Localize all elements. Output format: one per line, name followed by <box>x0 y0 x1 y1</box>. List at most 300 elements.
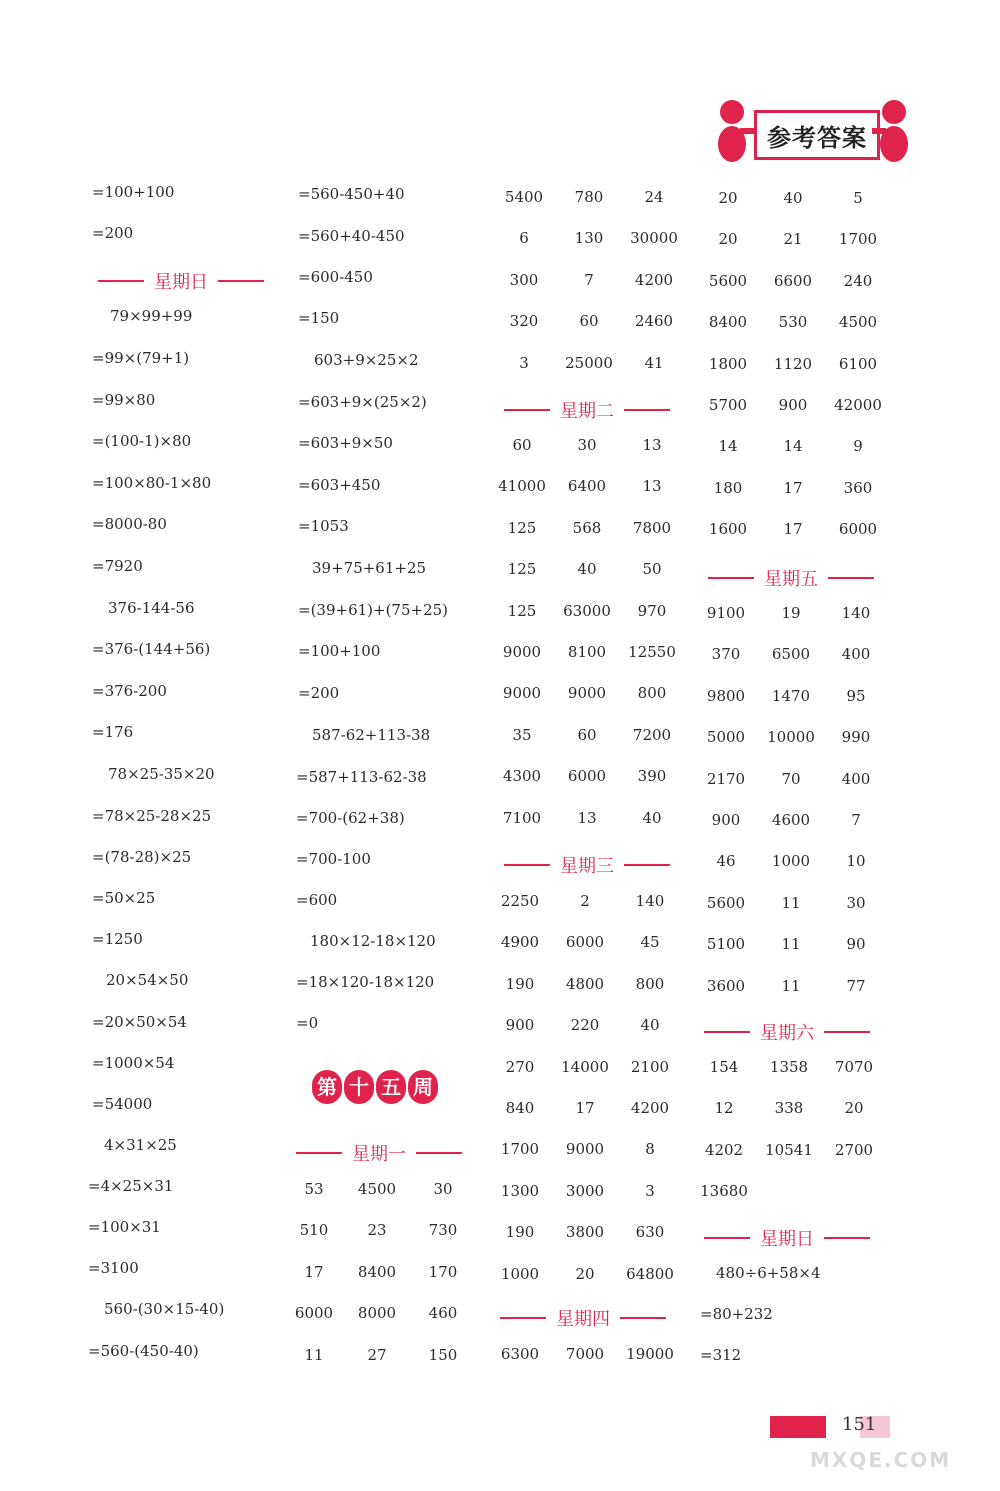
answer-row <box>488 975 682 993</box>
answer-cell: 140 <box>635 892 665 910</box>
answer-row <box>488 933 682 951</box>
answer-cell: 360 <box>843 478 873 497</box>
equation-line: =200 <box>92 224 134 242</box>
answer-cell: 40 <box>577 560 597 579</box>
equation-line: =1000×54 <box>92 1054 175 1072</box>
equation-line: =603+450 <box>298 476 381 494</box>
answer-cell: 17 <box>783 478 803 497</box>
heading-rule <box>624 864 670 866</box>
answer-cell: 4500 <box>838 313 878 332</box>
equation-line: 376-144-56 <box>108 599 195 617</box>
answer-cell: 40 <box>640 1016 660 1035</box>
answer-cell: 64800 <box>626 1264 674 1283</box>
equation-line: 79×99+99 <box>110 307 193 325</box>
answer-cell: 17 <box>575 1099 595 1117</box>
answer-row <box>286 1180 474 1198</box>
answer-row <box>696 520 890 538</box>
equation-line: =7920 <box>92 557 143 575</box>
answer-row <box>488 892 682 910</box>
answer-cell: 6300 <box>500 1345 540 1363</box>
answer-cell: 8100 <box>567 643 607 661</box>
equation-line: =603+9×50 <box>298 434 393 452</box>
answer-cell <box>822 1182 886 1200</box>
heading-rule <box>704 1237 750 1239</box>
weekday-heading <box>698 565 884 591</box>
answer-cell: 190 <box>505 1223 535 1242</box>
answer-cell: 30 <box>846 893 866 912</box>
answer-cell: 1700 <box>838 230 878 249</box>
answer-row <box>490 684 684 702</box>
heading-rule <box>504 409 550 411</box>
answer-cell: 90 <box>846 935 866 954</box>
answer-cell: 5100 <box>706 935 746 954</box>
answer-cell: 510 <box>299 1221 329 1240</box>
page-bar-left <box>770 1416 826 1438</box>
answer-cell: 1000 <box>771 852 811 871</box>
equation-line: =560-450+40 <box>298 185 405 203</box>
answer-cell: 9000 <box>502 643 542 661</box>
weekday-heading <box>286 1140 472 1166</box>
answer-row <box>696 313 890 331</box>
answer-cell: 70 <box>781 769 801 788</box>
equation-line: =376-(144+56) <box>92 640 211 658</box>
answer-cell: 35 <box>512 725 532 744</box>
week-char: 周 <box>408 1070 438 1104</box>
answer-row <box>696 355 890 373</box>
answer-row <box>488 1223 682 1241</box>
answer-cell: 8400 <box>357 1262 397 1281</box>
equation-line: =99×(79+1) <box>92 349 190 367</box>
equation-line: =600-450 <box>298 268 373 286</box>
answer-cell: 1600 <box>708 520 748 539</box>
answer-row <box>488 1099 682 1117</box>
answer-cell: 11 <box>781 935 801 954</box>
answer-cell: 10541 <box>765 1140 813 1159</box>
weekday-heading <box>490 1305 676 1331</box>
answer-row <box>696 396 890 414</box>
equation-line: =587+113-62-38 <box>296 768 427 786</box>
answer-row <box>694 894 888 912</box>
answer-cell: 2460 <box>634 312 674 331</box>
equation-line: =150 <box>298 309 340 327</box>
answer-cell: 7 <box>584 270 594 289</box>
weekday-label: 星期四 <box>556 1309 610 1330</box>
answer-cell: 10000 <box>767 728 815 747</box>
answer-cell: 60 <box>577 725 597 744</box>
answer-cell: 4900 <box>500 933 540 952</box>
answer-cell: 46 <box>716 852 736 871</box>
heading-rule <box>500 1317 546 1319</box>
answer-cell: 6000 <box>294 1304 334 1323</box>
answer-row <box>286 1263 474 1281</box>
answer-cell: 900 <box>711 811 741 829</box>
answer-cell: 6500 <box>771 645 811 664</box>
answer-cell: 7200 <box>632 725 672 744</box>
equation-line: =20×50×54 <box>92 1013 187 1031</box>
heading-rule <box>296 1152 342 1154</box>
equation-line: =312 <box>700 1346 742 1364</box>
answer-cell: 150 <box>428 1345 458 1364</box>
answer-cell: 190 <box>505 974 535 993</box>
answer-cell: 9100 <box>706 604 746 622</box>
answer-cell: 13 <box>642 436 662 454</box>
answer-cell: 630 <box>635 1223 665 1242</box>
answer-cell: 180 <box>713 478 743 497</box>
answer-row <box>694 687 888 705</box>
answer-cell: 2250 <box>500 892 540 910</box>
answer-cell: 30000 <box>630 229 678 248</box>
answer-cell: 4200 <box>634 270 674 289</box>
answer-row <box>492 188 686 206</box>
answer-row <box>696 479 890 497</box>
answer-cell: 1470 <box>771 686 811 705</box>
answer-cell: 13 <box>577 808 597 827</box>
answer-cell: 4200 <box>630 1099 670 1117</box>
answer-row <box>692 1182 886 1200</box>
answer-cell: 3 <box>645 1181 655 1200</box>
answer-cell: 840 <box>505 1099 535 1117</box>
equation-line: =176 <box>92 723 134 741</box>
heading-rule <box>824 1031 870 1033</box>
answer-row <box>492 271 686 289</box>
answer-row <box>490 560 684 578</box>
equation-line: =4×25×31 <box>88 1177 174 1195</box>
answer-cell: 7100 <box>502 808 542 827</box>
answer-cell: 900 <box>505 1016 535 1035</box>
header-banner <box>706 98 920 170</box>
answer-cell: 9000 <box>502 684 542 703</box>
answer-row <box>694 935 888 953</box>
answer-row <box>490 767 684 785</box>
equation-line: =99×80 <box>92 391 156 409</box>
answer-row <box>488 1182 682 1200</box>
answer-cell: 12 <box>714 1099 734 1118</box>
weekday-heading <box>494 852 680 878</box>
answer-cell: 17 <box>783 520 803 539</box>
watermark: MXQE.COM <box>810 1448 952 1472</box>
answer-cell: 63000 <box>563 601 611 620</box>
answer-cell: 30 <box>577 436 597 454</box>
answer-cell: 20 <box>718 189 738 207</box>
weekday-heading <box>694 1019 880 1045</box>
weekday-heading <box>494 397 680 423</box>
equation-line: =200 <box>298 684 340 702</box>
answer-row <box>286 1304 474 1322</box>
answer-cell: 125 <box>507 518 537 537</box>
answer-cell: 8400 <box>708 313 748 332</box>
answer-cell: 12550 <box>628 643 676 661</box>
equation-line: =3100 <box>88 1259 139 1277</box>
answer-cell: 300 <box>509 270 539 289</box>
answer-cell: 19000 <box>626 1345 674 1363</box>
answer-cell: 6600 <box>773 271 813 290</box>
answer-cell: 800 <box>637 684 667 703</box>
answer-cell: 77 <box>846 976 866 995</box>
answer-cell: 4202 <box>704 1140 744 1159</box>
answer-row <box>694 728 888 746</box>
answer-cell: 9000 <box>567 684 607 703</box>
weekday-heading <box>694 1225 880 1251</box>
answer-row <box>692 1141 886 1159</box>
answer-cell: 780 <box>574 188 604 206</box>
answer-cell: 1700 <box>500 1140 540 1159</box>
answer-cell: 125 <box>507 560 537 579</box>
answer-cell: 5400 <box>504 188 544 206</box>
answer-cell: 27 <box>367 1345 387 1364</box>
heading-rule <box>828 577 874 579</box>
equation-line: 180×12-18×120 <box>310 932 436 950</box>
equation-line: =1250 <box>92 930 143 948</box>
answer-row <box>490 436 684 454</box>
equation-line: =600 <box>296 891 338 909</box>
weekday-label: 星期六 <box>760 1023 814 1044</box>
answer-cell: 20 <box>718 230 738 249</box>
answer-row <box>694 811 888 829</box>
answer-row <box>490 602 684 620</box>
weekday-label: 星期日 <box>154 272 208 293</box>
equation-line: =100+100 <box>298 642 381 660</box>
answer-title: 参考答案 <box>754 110 880 160</box>
weekday-label: 星期五 <box>764 569 818 590</box>
weekday-label: 星期一 <box>352 1144 406 1165</box>
answer-row <box>492 229 686 247</box>
answer-cell: 6000 <box>838 520 878 539</box>
answer-cell: 60 <box>579 312 599 331</box>
equation-line: =78×25-28×25 <box>92 807 212 825</box>
equation-line: =100×31 <box>88 1218 161 1236</box>
answer-cell: 7 <box>851 811 861 829</box>
equation-line: 560-(30×15-40) <box>104 1300 225 1318</box>
answer-cell: 95 <box>846 686 866 705</box>
answer-cell: 20 <box>844 1099 864 1118</box>
equation-line: 587-62+113-38 <box>312 726 431 744</box>
answer-cell: 240 <box>843 271 873 290</box>
equation-line: =(78-28)×25 <box>92 848 192 866</box>
answer-cell: 10 <box>846 852 866 871</box>
equation-line: =100×80-1×80 <box>92 474 212 492</box>
answer-cell: 1000 <box>500 1264 540 1283</box>
heading-rule <box>824 1237 870 1239</box>
equation-line: =700-100 <box>296 850 371 868</box>
answer-cell: 970 <box>637 601 667 620</box>
answer-cell: 53 <box>304 1180 324 1198</box>
answer-cell: 42000 <box>834 396 882 414</box>
answer-cell: 400 <box>841 769 871 788</box>
answer-cell: 990 <box>841 728 871 747</box>
answer-row <box>492 354 686 372</box>
answer-row <box>694 770 888 788</box>
answer-row <box>694 645 888 663</box>
answer-cell <box>756 1182 822 1200</box>
week-badge <box>312 1070 438 1108</box>
answer-cell: 20 <box>575 1264 595 1283</box>
answer-cell: 154 <box>709 1058 739 1076</box>
answer-cell: 6000 <box>567 767 607 786</box>
answer-cell: 1120 <box>773 354 813 373</box>
answer-cell: 11 <box>781 976 801 995</box>
answer-cell: 2700 <box>834 1140 874 1159</box>
answer-row <box>488 1265 682 1283</box>
equation-line: =560-(450-40) <box>88 1342 199 1360</box>
equation-line: =18×120-18×120 <box>296 973 435 991</box>
answer-cell: 5600 <box>706 893 746 912</box>
answer-row <box>488 1140 682 1158</box>
answer-row <box>286 1346 474 1364</box>
equation-line: =8000-80 <box>92 515 167 533</box>
answer-cell: 400 <box>841 645 871 664</box>
answer-cell: 2170 <box>706 769 746 788</box>
answer-cell: 4800 <box>565 974 605 993</box>
equation-line: =700-(62+38) <box>296 809 405 827</box>
answer-cell: 3 <box>519 353 529 372</box>
week-char: 第 <box>312 1070 342 1104</box>
answer-cell: 9000 <box>565 1140 605 1159</box>
answer-cell: 19 <box>781 604 801 622</box>
answer-cell: 320 <box>509 312 539 331</box>
page-number-bar <box>770 1410 920 1442</box>
answer-row <box>286 1221 474 1239</box>
heading-rule <box>98 280 144 282</box>
answer-cell: 220 <box>570 1016 600 1035</box>
heading-rule <box>624 409 670 411</box>
answer-row <box>696 272 890 290</box>
equation-line: 603+9×25×2 <box>314 351 419 369</box>
answer-cell: 338 <box>774 1099 804 1118</box>
answer-cell: 140 <box>841 604 871 622</box>
answer-cell: 4500 <box>357 1180 397 1198</box>
answer-row <box>490 643 684 661</box>
weekday-label: 星期二 <box>560 401 614 422</box>
equation-line: 78×25-35×20 <box>108 765 215 783</box>
answer-cell: 3600 <box>706 976 746 995</box>
equation-line: =0 <box>296 1014 319 1032</box>
answer-cell: 11 <box>781 893 801 912</box>
answer-cell: 4600 <box>771 811 811 829</box>
answer-cell: 1358 <box>769 1058 809 1076</box>
answer-cell: 170 <box>428 1262 458 1281</box>
equation-line: =80+232 <box>700 1305 773 1323</box>
equation-line: =560+40-450 <box>298 227 405 245</box>
answer-cell: 3000 <box>565 1181 605 1200</box>
answer-cell: 14 <box>718 437 738 456</box>
equation-line: =(39+61)+(75+25) <box>298 601 449 619</box>
answer-cell: 6400 <box>567 477 607 496</box>
heading-rule <box>620 1317 666 1319</box>
answer-cell: 45 <box>640 933 660 952</box>
answer-cell: 24 <box>644 188 664 206</box>
answer-row <box>694 977 888 995</box>
answer-cell: 1300 <box>500 1181 540 1200</box>
answer-cell: 30 <box>433 1180 453 1198</box>
answer-row <box>696 230 890 248</box>
answer-cell: 125 <box>507 601 537 620</box>
answer-cell: 9800 <box>706 686 746 705</box>
answer-cell: 25000 <box>565 353 613 372</box>
answer-cell: 60 <box>512 436 532 454</box>
answer-cell: 50 <box>642 560 662 579</box>
week-char: 十 <box>344 1070 374 1104</box>
heading-rule <box>416 1152 462 1154</box>
answer-row <box>696 437 890 455</box>
answer-cell: 13680 <box>700 1182 748 1201</box>
answer-row <box>488 1016 682 1034</box>
equation-line: =376-200 <box>92 682 167 700</box>
answer-cell: 11 <box>304 1345 324 1364</box>
answer-cell: 40 <box>642 808 662 827</box>
heading-rule <box>704 1031 750 1033</box>
answer-cell: 4300 <box>502 767 542 786</box>
answer-row <box>490 519 684 537</box>
answer-row <box>488 1345 682 1363</box>
answer-cell: 5 <box>853 189 863 207</box>
answer-row <box>692 1099 886 1117</box>
answer-row <box>490 809 684 827</box>
answer-cell: 14000 <box>561 1057 609 1076</box>
page-number: 151 <box>842 1414 877 1435</box>
answer-cell: 460 <box>428 1304 458 1323</box>
equation-line: 4×31×25 <box>104 1136 177 1154</box>
answer-cell: 1800 <box>708 354 748 373</box>
heading-rule <box>218 280 264 282</box>
answer-cell: 41 <box>644 353 664 372</box>
answer-cell: 370 <box>711 645 741 664</box>
answer-cell: 6100 <box>838 354 878 373</box>
equation-line: 480÷6+58×4 <box>716 1264 821 1282</box>
equation-line: =1053 <box>298 517 349 535</box>
answer-cell: 900 <box>778 396 808 414</box>
answer-cell: 730 <box>428 1221 458 1240</box>
answer-row <box>492 312 686 330</box>
answer-cell: 8 <box>645 1140 655 1159</box>
cartoon-figure-right-icon <box>872 98 916 164</box>
answer-row <box>694 604 888 622</box>
weekday-heading <box>88 268 274 294</box>
answer-cell: 2100 <box>630 1057 670 1076</box>
answer-cell: 800 <box>635 974 665 993</box>
answer-row <box>696 189 890 207</box>
equation-line: 20×54×50 <box>106 971 189 989</box>
answer-cell: 390 <box>637 767 667 786</box>
answer-cell: 530 <box>778 313 808 332</box>
equation-line: =100+100 <box>92 183 175 201</box>
answer-cell: 7070 <box>834 1058 874 1076</box>
equation-line: 39+75+61+25 <box>312 559 427 577</box>
answer-cell: 270 <box>505 1057 535 1076</box>
answer-cell: 17 <box>304 1262 324 1281</box>
answer-cell: 7000 <box>565 1345 605 1363</box>
weekday-label: 星期日 <box>760 1229 814 1250</box>
heading-rule <box>504 864 550 866</box>
week-char: 五 <box>376 1070 406 1104</box>
answer-row <box>490 726 684 744</box>
answer-row <box>490 477 684 495</box>
answer-cell: 14 <box>783 437 803 456</box>
equation-line: =54000 <box>92 1095 153 1113</box>
answer-cell: 5700 <box>708 396 748 414</box>
answer-cell: 5600 <box>708 271 748 290</box>
equation-line: =(100-1)×80 <box>92 432 192 450</box>
answer-cell: 6000 <box>565 933 605 952</box>
answer-cell: 3800 <box>565 1223 605 1242</box>
weekday-label: 星期三 <box>560 856 614 877</box>
answer-cell: 41000 <box>498 477 546 496</box>
answer-row <box>692 1058 886 1076</box>
answer-cell: 8000 <box>357 1304 397 1323</box>
equation-line: =50×25 <box>92 889 156 907</box>
answer-cell: 2 <box>580 892 590 910</box>
heading-rule <box>708 577 754 579</box>
answer-cell: 13 <box>642 477 662 496</box>
